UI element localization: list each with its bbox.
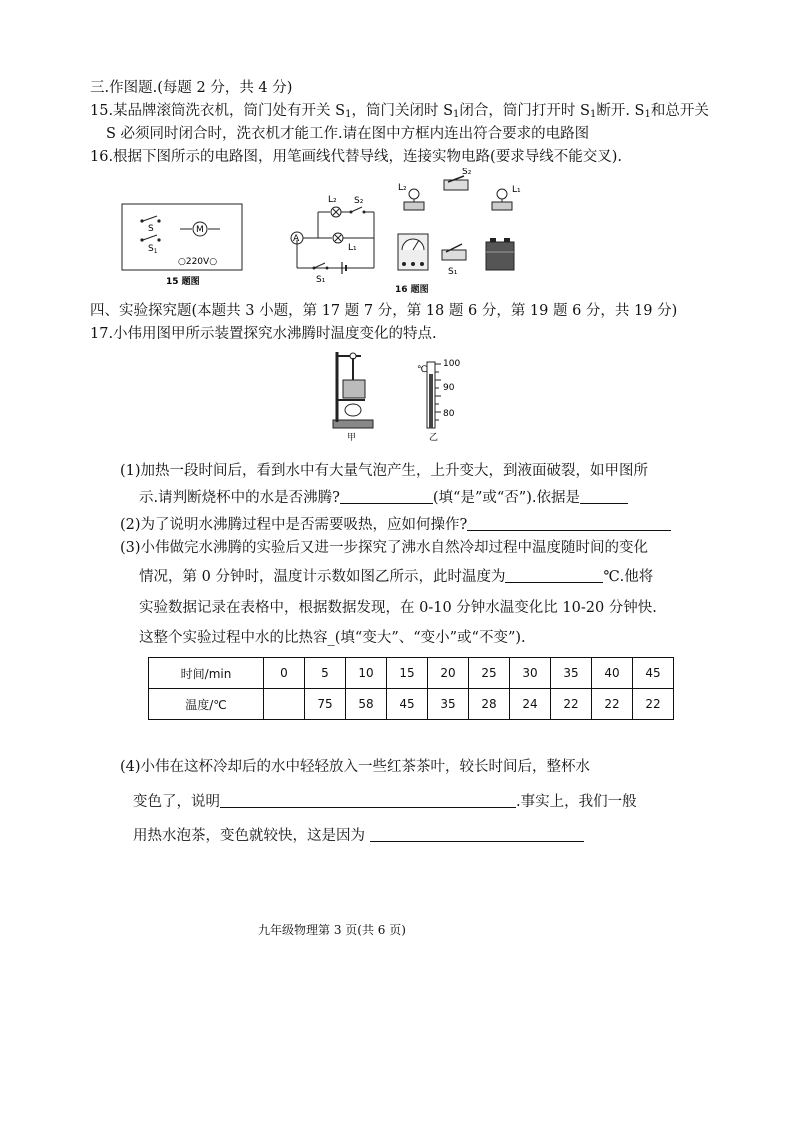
fig15-s-label: S <box>148 224 154 234</box>
fig17-label-jia: 甲 <box>347 433 357 442</box>
q17-part1-line1: (1)加热一段时间后，看到水中有大量气泡产生，上升变大，到液面破裂，如甲图所 <box>120 463 649 479</box>
table-cell: 35 <box>428 689 469 720</box>
section-4-heading: 四、实验探究题(本题共 3 小题，第 17 题 7 分，第 18 题 6 分，第 19 题 6 分，共 19 分) <box>90 303 678 319</box>
figure-16-real-objects <box>392 168 534 280</box>
question-15-line-2: S 必须同时闭合时，洗衣机才能工作.请在图中方框内连出符合要求的电路图 <box>106 126 590 142</box>
page-footer: 九年级物理第 3 页(共 6 页) <box>258 923 406 937</box>
table-cell: 45 <box>387 689 428 720</box>
svg-text:L₂: L₂ <box>328 195 337 205</box>
question-16-text: 16.根据下图所示的电路图，用笔画线代替导线，连接实物电路(要求导线不能交叉). <box>90 149 622 165</box>
table-cell: 25 <box>469 658 510 689</box>
svg-text:S₂: S₂ <box>462 168 472 177</box>
svg-text:S₁: S₁ <box>448 267 458 277</box>
fig15-motor-label: M <box>196 225 204 235</box>
table-cell: 0 <box>264 658 305 689</box>
data-table <box>148 657 674 720</box>
table-cell: 35 <box>551 658 592 689</box>
q17-part3-line2: 情况，第 0 分钟时，温度计示数如图乙所示，此时温度为 ℃.他将 <box>139 569 654 585</box>
table-header-time: 时间/min <box>149 658 264 689</box>
q17-part1-line2: 示.请判断烧杯中的水是否沸腾? (填“是”或“否”).依据是 <box>139 488 628 508</box>
svg-text:L₁: L₁ <box>348 243 357 253</box>
table-cell: 22 <box>633 689 674 720</box>
svg-text:A: A <box>293 234 300 244</box>
q17-part4-line2: 变色了，说明 .事实上，我们一般 <box>133 794 637 810</box>
answer-blank-operation[interactable] <box>467 516 671 531</box>
table-cell-blank[interactable] <box>264 689 305 720</box>
table-cell: 30 <box>510 658 551 689</box>
table-cell: 20 <box>428 658 469 689</box>
table-row-time <box>149 658 674 689</box>
table-cell: 10 <box>346 658 387 689</box>
table-cell: 22 <box>551 689 592 720</box>
fig16-caption: 16 题图 <box>395 285 429 295</box>
answer-blank-temperature[interactable] <box>505 568 603 583</box>
table-cell: 45 <box>633 658 674 689</box>
table-cell: 5 <box>305 658 346 689</box>
table-header-temperature: 温度/℃ <box>149 689 264 720</box>
svg-text:L₁: L₁ <box>512 185 521 195</box>
answer-blank-boiling[interactable] <box>340 489 433 504</box>
svg-text:S₁: S₁ <box>316 275 326 285</box>
table-cell: 40 <box>592 658 633 689</box>
table-row-temperature <box>149 689 674 720</box>
table-cell: 58 <box>346 689 387 720</box>
q17-part3-line1: (3)小伟做完水沸腾的实验后又进一步探究了沸水自然冷却过程中温度随时间的变化 <box>120 540 649 556</box>
svg-text:100: 100 <box>443 359 461 369</box>
q17-part4-line1: (4)小伟在这杯冷却后的水中轻轻放入一些红茶茶叶，较长时间后，整杯水 <box>120 759 591 775</box>
figure-17 <box>325 346 477 442</box>
answer-blank-diffusion[interactable] <box>220 793 516 808</box>
q17-part3-line4: 这整个实验过程中水的比热容_(填“变大”、“变小”或“不变”). <box>139 630 526 646</box>
svg-text:S₂: S₂ <box>354 196 364 206</box>
question-17-intro: 17.小伟用图甲所示装置探究水沸腾时温度变化的特点. <box>90 326 437 342</box>
answer-blank-reason[interactable] <box>580 489 628 504</box>
table-cell: 15 <box>387 658 428 689</box>
figure-15 <box>120 196 246 286</box>
q17-part3-line3: 实验数据记录在表格中，根据数据发现，在 0-10 分钟水温变化比 10-20 分钟快. <box>139 600 657 616</box>
svg-text:S1: $S_1$ <box>148 244 158 255</box>
svg-text:80: 80 <box>443 409 455 419</box>
table-cell: 75 <box>305 689 346 720</box>
table-cell: 28 <box>469 689 510 720</box>
answer-blank-hot-water[interactable] <box>370 827 584 842</box>
figure-16-circuit <box>288 190 384 290</box>
table-cell: 24 <box>510 689 551 720</box>
svg-text:90: 90 <box>443 383 455 393</box>
fig15-source-label: ○220V○ <box>178 257 218 267</box>
q17-part4-line3: 用热水泡茶，变色就较快，这是因为 <box>133 826 584 846</box>
svg-text:L₂: L₂ <box>398 183 407 193</box>
fig15-caption: 15 题图 <box>166 277 200 286</box>
fig17-label-yi: 乙 <box>429 433 439 442</box>
q17-part2: (2)为了说明水沸腾过程中是否需要吸热，应如何操作? <box>120 515 671 535</box>
table-cell: 22 <box>592 689 633 720</box>
question-15-line-1: 15.某品牌滚筒洗衣机，筒门处有开关 $S_1$，筒门关闭时 $S_1$闭合，筒门打开时 $S_1$断开. $S_1$和总开关 <box>90 103 709 120</box>
section-3-heading: 三.作图题.(每题 2 分，共 4 分) <box>90 80 293 96</box>
svg-text:℃: ℃ <box>417 365 428 375</box>
